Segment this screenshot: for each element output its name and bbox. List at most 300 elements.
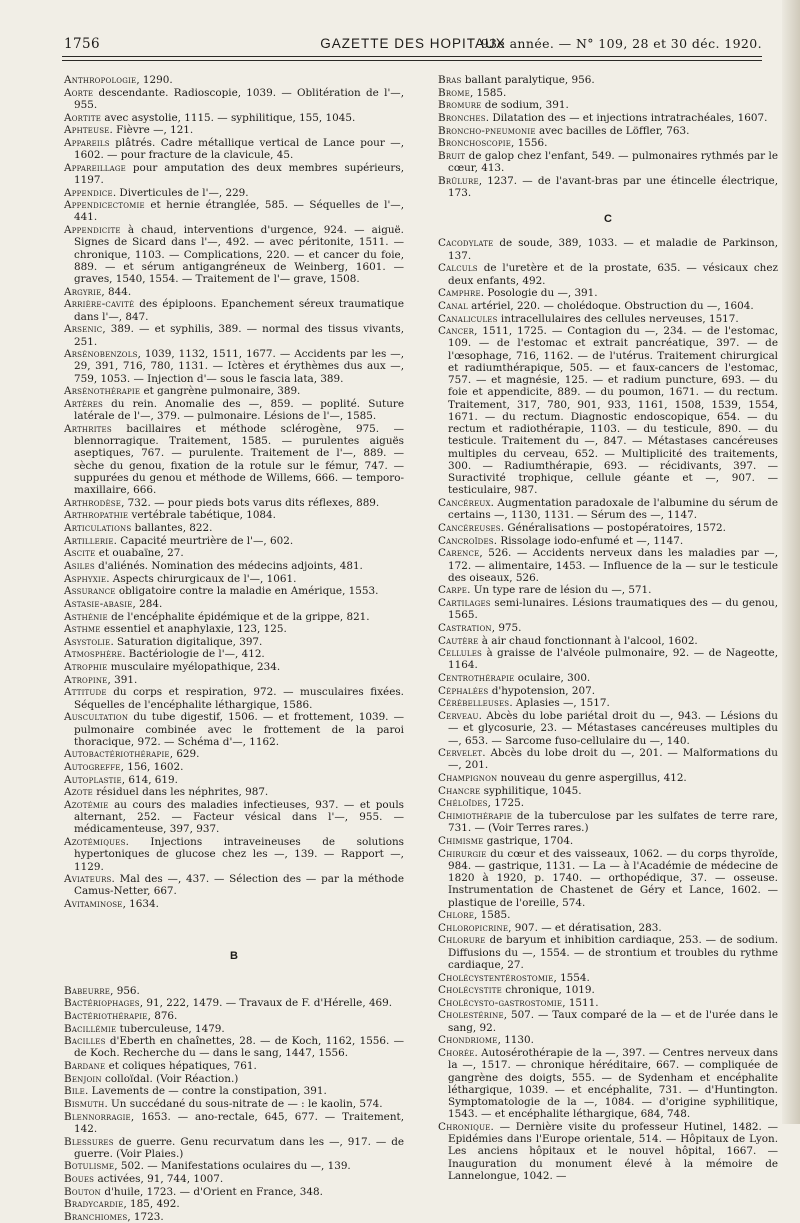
index-entry [438,772,778,784]
right-column [438,74,778,1182]
index-entry [438,1121,778,1182]
index-entry [438,835,778,847]
entry-term: Cellules [438,647,483,660]
index-entry [64,661,404,673]
entry-term: Autogreffe [64,761,121,774]
entry-references: d'aliénés. Nomination des médecins adjoints, 481. [94,559,363,572]
index-entry [64,560,404,572]
entry-term: Appareils [64,136,110,149]
entry-references: nouveau du genre aspergillus, 412. [497,772,687,785]
entry-term: Chronique [438,1120,491,1133]
entry-references: pour amputation des deux membres supérieurs, 1197. [74,161,404,186]
index-entry [438,697,778,709]
entry-term: Cerveau [438,710,479,723]
index-entry [64,711,404,748]
entry-term: Babeurre [64,984,111,997]
index-entry [438,785,778,797]
entry-term: Chimiothérapie [438,809,513,822]
entry-references: colloïdal. (Voir Réaction.) [101,1072,239,1085]
entry-term: Bruit [438,149,466,162]
entry-references: et coliques hépatiques, 761. [105,1060,257,1073]
entry-references: , 156, 1602. [120,761,184,774]
entry-term: Bardane [64,1060,106,1073]
entry-term: Bouton [64,1185,102,1198]
index-entry [438,300,778,312]
entry-term: Brome [438,86,470,99]
entry-term: Chimisme [438,834,484,847]
entry-term: Cervelet [438,747,483,760]
entry-term: Bromure [438,99,482,112]
entry-term: Canal [438,299,468,312]
entry-references: à graisse de l'alvéole pulmonaire, 92. — de Nageotte, 1164. [448,647,778,672]
index-entry [438,313,778,325]
entry-term: Appendice [64,186,113,199]
entry-term: Blennorragie [64,1110,131,1123]
index-entry [64,535,404,547]
entry-references: à air chaud fonctionnant à l'alcool, 1602. [478,634,698,647]
entry-term: Botulisme [64,1160,115,1173]
entry-term: Auscultation [64,711,129,724]
entry-term: Cholécysto-gastrostomie [438,996,563,1009]
entry-references: d'Eberth en chaînettes, 28. — de Koch, 1162, 1556. — de Koch. Recherche du — dans le sang, 1447, 1556. [74,1035,404,1060]
entry-term: Cholestérine [438,1009,504,1022]
index-entry [64,497,404,509]
entry-references: , 629. [169,748,200,761]
entry-references: descendante. Radioscopie, 1039. — Oblitération de l'—, 955. [74,86,404,111]
entry-term: Bacilles [64,1035,106,1048]
entry-term: Cholécystentérostomie [438,971,554,984]
index-entry [64,1186,404,1198]
entry-references: . Autosérothérapie de la —, 397. — Centres nerveux dans la —, 1517. — chronique héréditaire, 667. — compliquée de gangrène des doigts, 555. — de Sydenham et encéphalite léthargique, 1039. — et encéphalite, 731. — d'Huntington. Symptomatologie de la —, 1084. — d'origine syphilitique, 1543. — et encéphalite léthargique, 684, 748. [448,1047,778,1121]
index-entry [64,112,404,124]
entry-term: Avitaminose [64,898,123,911]
index-entry [438,922,778,934]
index-entry [64,585,404,597]
entry-references: du tube digestif, 1506. — et frottement, 1039. — pulmonaire combinée avec le frottement de la paroi thoracique, 972. — Schéma d'—, 1162. [74,711,404,748]
entry-term: Blessures [64,1135,114,1148]
entry-term: Arrière-cavité [64,298,135,311]
index-entry [438,647,778,672]
entry-term: Bile [64,1085,85,1098]
entry-references: . Abcès du lobe droit du —, 201. — Malformations du —, 201. [448,747,778,772]
issue-info: 93e année. — N° 109, 28 et 30 déc. 1920. [480,36,762,51]
index-entry [64,573,404,585]
entry-references: résiduel dans les néphrites, 987. [92,786,269,799]
index-entry [64,187,404,199]
index-entry [64,985,404,997]
index-entry [438,1047,778,1121]
index-entry [438,125,778,137]
entry-references: et hernie étranglée, 585. — Séquelles de l'—, 441. [74,199,404,224]
entry-term: Champignon [438,772,498,785]
entry-references: . Saturation digitalique, 397. [110,635,263,648]
entry-references: des épiploons. Epanchement séreux traumatique dans l'—, 847. [74,298,404,323]
entry-references: artériel, 220. — cholédoque. Obstruction du —, 1604. [467,299,754,312]
index-entry [438,584,778,596]
index-entry [438,635,778,647]
index-entry [438,262,778,287]
entry-term: Centrothérapie [438,672,515,685]
entry-term: Calculs [438,262,478,275]
index-entry [64,1160,404,1172]
index-entry [438,287,778,299]
entry-references: musculaire myélopathique, 234. [107,661,281,674]
entry-references: , 1634. [122,898,159,911]
entry-term: Attitude [64,686,107,699]
entry-references: . Rissolage iodo-enfumé et —, 1147. [493,534,684,547]
entry-term: Appareillage [64,161,126,174]
index-entry [64,774,404,786]
entry-term: Aviateurs [64,873,112,886]
entry-references: , 1585. [474,909,511,922]
entry-term: Canalicules [438,312,498,325]
index-entry [64,786,404,798]
entry-references: du corps et respiration, 972. — musculaires fixées. Séquelles de l'encéphalite léthargique, 1586. [74,686,404,711]
index-entry [64,509,404,521]
entry-references: chronique, 1019. [501,984,595,997]
entry-term: Azotémiques [64,836,126,849]
index-entry [64,224,404,285]
index-entry [64,87,404,112]
entry-term: Benjoin [64,1072,102,1085]
entry-term: Asthme [64,623,101,636]
index-entry [438,622,778,634]
entry-term: Castration [438,621,492,634]
entry-references: vertébrale tabétique, 1084. [128,509,276,522]
entry-term: Argyrie [64,285,102,298]
entry-term: Aortite [64,111,102,124]
index-entry [64,1060,404,1072]
entry-term: Branchiomes [64,1210,128,1223]
entry-term: Céphalées [438,684,489,697]
entry-term: Asystolie [64,635,111,648]
index-entry [438,74,778,86]
entry-references: plâtrés. Cadre métallique vertical de Lance pour —, 1602. — pour fracture de la clavicule, 45. [74,136,404,162]
entry-references: à chaud, interventions d'urgence, 924. — aiguë. Signes de Sicard dans l'—, 492. — avec péritonite, 1511. — chronique, 1103. — Complications, 220. — et cancer du foie, 889. — et sérum antigangréneux de Weinberg, 1601. — graves, 1540, 1554. — Traitement de l'— grave, 1508. [74,224,404,286]
header-rule-thin [62,60,762,61]
index-entry [438,175,778,200]
entry-term: Autobactériothérapie [64,748,170,761]
index-entry [438,237,778,262]
entry-term: Cérébelleuses [438,697,510,710]
index-entry [438,535,778,547]
page-number: 1756 [64,36,100,52]
entry-references: . — Dernière visite du professeur Hutinel, 1482. — Epidémies dans l'Europe orientale, 514. — Hôpitaux de Lyon. Les anciens hôpitaux et le nouvel hôpital, 1667. — Inauguration du monument élevé à la mémoire de Lannelongue, 1042. — [448,1120,778,1182]
entry-references: , 502. — Manifestations oculaires du —, 139. [114,1160,351,1173]
entry-references: du cœur et des vaisseaux, 1062. — du corps thyroïde, 984. — gastrique, 1131. — La — à l'Académie de médecine de 1820 à 1920, p. 1740. — orthopédique, 37. — osseuse. Instrumentation de Chastenet de Géry et Lance, 1602. — plastique de l'oreille, 574. [448,847,778,909]
entry-references: . Lavements de — contre la constipation, 391. [84,1085,327,1098]
index-entry [64,836,404,873]
entry-references: d'hypotension, 207. [488,684,596,697]
entry-term: Arsénothérapie [64,385,141,398]
entry-term: Cacodylate [438,237,494,250]
index-entry [438,909,778,921]
section-letter: B [230,950,238,963]
entry-references: au cours des maladies infectieuses, 937. — et pouls alternant, 252. — Facteur vésical dans l'—, 955. — médicamenteuse, 397, 937. [74,798,404,836]
entry-references: . Injections intraveineuses de solutions hypertoniques de glucose chez les —, 139. — Rapport —, 1129. [74,836,404,873]
index-entry [438,325,778,497]
entry-term: Aphteuse [64,124,110,137]
entry-references: , 1723. [127,1210,164,1223]
entry-term: Arthropathie [64,509,129,522]
index-entry [64,1010,404,1022]
entry-references: . Aplasies —, 1517. [509,697,610,710]
entry-term: Bismuth [64,1098,105,1110]
index-entry [438,934,778,971]
index-entry [64,1035,404,1060]
entry-term: Astasie-abasie [64,597,133,610]
entry-references: du rein. Anomalie des —, 859. — poplité. Suture latérale de l'—, 379. — pulmonaire. Lésions de l'—, 1585. [74,397,404,423]
entry-term: Atmosphère [64,648,123,661]
entry-term: Autoplastie [64,773,122,786]
entry-term: Asiles [64,559,95,572]
index-entry [64,162,404,187]
entry-references: avec asystolie, 1115. — syphilitique, 155, 1045. [101,111,356,124]
entry-term: Artères [64,397,104,410]
entry-term: Appendicectomie [64,199,145,212]
entry-term: Asphyxie [64,572,107,585]
index-entry [438,87,778,99]
entry-references: , 1039, 1132, 1511, 1677. — Accidents par les —, 29, 391, 716, 780, 1131. — Ictères et érythèmes dus aux —, 759, 1053. — Injection d'— sous le fascia lata, 389. [74,348,404,385]
entry-references: . Mal des —, 437. — Sélection des — par la méthode Camus-Netter, 667. [74,873,404,898]
entry-term: Cholécystite [438,984,502,997]
index-entry [438,597,778,622]
entry-term: Carpe [438,584,468,597]
entry-references: oculaire, 300. [514,672,591,685]
entry-term: Appendicite [64,224,121,237]
entry-references: activées, 91, 744, 1007. [94,1173,224,1186]
index-entry [64,323,404,348]
index-entry [64,799,404,836]
entry-references: et ouabaïne, 27. [95,547,184,560]
entry-references: essentiel et anaphylaxie, 123, 125. [100,623,287,636]
entry-references: , 1556. [511,137,548,150]
index-entry [438,672,778,684]
entry-references: . Diverticules de l'—, 229. [112,186,249,199]
entry-references: . Fièvre —, 121. [109,124,194,137]
index-entry [64,623,404,635]
entry-references: intracellulaires des cellules nerveuses, 1517. [497,312,739,325]
index-entry [64,761,404,773]
entry-references: de guerre. Genu recurvatum dans les —, 917. — de guerre. (Voir Plaies.) [74,1135,404,1160]
entry-references: . Posologie du —, 391. [480,287,598,300]
entry-references: , 614, 619. [121,773,178,786]
entry-references: . Augmentation paradoxale de l'albumine du sérum de certains —, 1130, 1131. — Sérum des —, 1147. [448,497,778,522]
entry-references: de la tuberculose par les sulfates de terre rare, 731. — (Voir Terres rares.) [448,809,778,835]
entry-references: de l'uretère et de la prostate, 635. — vésicaux chez deux enfants, 492. [448,262,778,287]
index-entry [64,398,404,423]
entry-term: Chlorure [438,934,486,947]
entry-references: , 389. — et syphilis, 389. — normal des tissus vivants, 251. [74,323,404,348]
entry-term: Bactériothérapie [64,1009,148,1022]
entry-references: de galop chez l'enfant, 549. — pulmonaires rythmés par le cœur, 413. [448,149,778,175]
entry-term: Chéloïdes [438,797,488,810]
index-entry [64,124,404,136]
left-column [64,74,404,1223]
entry-references: , 907. — et dératisation, 283. [508,921,662,934]
entry-references: gastrique, 1704. [483,834,574,847]
index-entry [438,137,778,149]
entry-references: , 1511, 1725. — Contagion du —, 234. — de l'estomac, 109. — de l'estomac et extrait pancréatique, 397. — de l'œsophage, 716, 1162. — de l'utérus. Traitement chirurgical et radiumthérapique, 505. — et faux-cancers de l'estomac, 757. — et magnésie, 125. — et radium puncture, 693. — du foie et appendicite, 889. — du poumon, 1671. — du rectum. Traitement, 317, 780, 901, 933, 1161, 1508, 1539, 1554, 1671. — du rectum. Diagnostic endoscopique, 654. — du rectum et radiothérapie, 1103. — du testicule, 890. — du testicule. Traitement du —, 847. — Métastases cancéreuses multiples du cerveau, 652. — Multiplicité des traitements, 300. — Radiumthérapie, 693. — récidivants, 397. — Suractivité trophique, cellule géante et —, 907. — testiculaire, 987. [448,325,778,497]
entry-term: Chorée [438,1047,475,1060]
entry-references: de l'encéphalite épidémique et de la grippe, 821. [107,610,370,623]
entry-term: Aorte [64,86,94,99]
entry-references: , 1237. — de l'avant-bras par une étincelle électrique, 173. [448,174,778,199]
entry-references: . Dilatation des — et injections intratrachéales, 1607. [485,111,768,124]
entry-term: Ascite [64,547,96,560]
entry-term: Bronches [438,111,486,124]
entry-references: , 185, 492. [123,1198,180,1211]
index-entry [438,1009,778,1034]
entry-term: Broncho-pneumonie [438,124,536,137]
entry-references: . Généralisations — postopératoires, 1572. [500,521,726,534]
entry-references: , 956. [110,984,140,997]
entry-term: Arthrites [64,422,112,435]
index-entry [64,1211,404,1223]
index-entry [64,385,404,397]
entry-references: . Bactériologie de l'—, 412. [122,648,265,661]
entry-term: Azotémie [64,798,109,811]
entry-term: Boues [64,1173,95,1186]
entry-references: , 1290. [136,74,173,86]
entry-references: tuberculeuse, 1479. [116,1022,225,1035]
entry-references: d'huile, 1723. — d'Orient en France, 348. [101,1185,323,1198]
entry-term: Anthropologie [64,74,137,86]
entry-references: de sodium, 391. [481,99,569,112]
index-entry [64,674,404,686]
index-entry [64,1173,404,1185]
entry-references: , 844. [101,285,132,298]
entry-term: Cautère [438,634,479,647]
entry-term: Bradycardie [64,1198,124,1211]
entry-references: . Abcès du lobe pariétal droit du —, 943. — Lésions du — et glycosurie, 23. — Métastases cancéreuses multiples du —, 653. — Sarcome fuso-cellulaire du —, 140. [448,710,778,747]
index-entry [438,112,778,124]
index-entry [64,1085,404,1097]
entry-term: Chondriome [438,1034,498,1047]
entry-references: de baryum et inhibition cardiaque, 253. — de sodium. Diffusions du —, 1554. — de strontium et troubles du rythme cardiaque, 27. [448,934,778,971]
entry-references: et gangrène pulmonaire, 389. [140,385,301,398]
index-entry [438,972,778,984]
entry-term: Arthrodèse [64,496,122,509]
index-entry [64,686,404,711]
entry-references: de soude, 389, 1033. — et maladie de Parkinson, 137. [448,237,778,262]
entry-term: Cancéreux [438,497,491,510]
entry-term: Cartilages [438,597,491,610]
entry-term: Chancre [438,784,481,797]
index-entry [64,137,404,162]
index-entry [64,1073,404,1085]
entry-references: , 975. [491,621,522,634]
entry-term: Camphre [438,287,481,300]
page-header [64,28,762,56]
entry-references: , 1554. [553,971,590,984]
entry-term: Cancer [438,325,475,338]
index-entry [64,423,404,497]
entry-term: Chloropicrine [438,921,509,934]
index-entry [438,747,778,772]
index-entry [64,898,404,910]
entry-references: . Un succédané du sous-nitrate de — : le kaolin, 574. [104,1098,383,1110]
index-entry [64,199,404,224]
index-entry [64,611,404,623]
header-rule [62,56,762,57]
entry-references: , 1130. [497,1034,534,1047]
index-entry [64,1136,404,1161]
entry-references: , 91, 222, 1479. — Travaux de F. d'Hérelle, 469. [139,997,393,1010]
entry-term: Carence [438,547,480,560]
index-entry [64,286,404,298]
index-entry [438,848,778,909]
entry-term: Atrophie [64,661,108,674]
entry-references: ballantes, 822. [131,522,213,535]
index-entry [64,748,404,760]
index-entry [438,547,778,584]
index-entry [438,685,778,697]
entry-references: , 1653. — ano-rectale, 645, 677. — Traitement, 142. [74,1110,404,1135]
index-entry [64,522,404,534]
index-entry [438,99,778,111]
entry-references: bacillaires et méthode sclérogène, 975. — blennorragique. Traitement, 1585. — purulentes aiguës aseptiques, 767. — purulente. Traitement de l'—, 889. — sèche du genou, fixation de la rotule sur le fémur, 747. — suppurées du genou et méthode de Willems, 666. — temporo-maxillaire, 666. [74,422,404,497]
entry-references: , 507. — Taux comparé de la — et de l'urée dans le sang, 92. [448,1009,778,1034]
entry-references: obligatoire contre la maladie en Amérique, 1553. [115,585,379,598]
entry-term: Bronchoscopie [438,137,512,150]
section-letter: C [604,213,612,226]
index-entry [64,598,404,610]
entry-term: Bactériophages [64,997,140,1010]
entry-references: , 732. — pour pieds bots varus dits réflexes, 889. [121,496,380,509]
page-edge [782,0,800,1124]
index-entry [64,547,404,559]
index-entry [64,997,404,1009]
entry-term: Arsénobenzols [64,348,138,361]
entry-term: Cancroïdes [438,534,494,547]
entry-references: . Capacité meurtrière de l'—, 602. [113,534,294,547]
entry-references: semi-lunaires. Lésions traumatiques des — du genou, 1565. [448,597,778,622]
index-entry [64,74,404,86]
entry-term: Asthénie [64,610,108,623]
index-entry [64,1198,404,1210]
entry-term: Arsenic [64,323,103,336]
entry-references: . Aspects chirurgicaux de l'—, 1061. [106,572,297,585]
index-entry [64,1023,404,1035]
column-gutter [404,74,434,1114]
index-entry [438,1034,778,1046]
entry-term: Articulations [64,522,132,535]
entry-term: Cancéreuses [438,521,501,534]
index-entry [64,636,404,648]
entry-term: Chlore [438,909,475,922]
index-entry [438,797,778,809]
index-entry [438,810,778,835]
index-entry [64,648,404,660]
entry-term: Atropine [64,673,108,686]
journal-title: GAZETTE DES HOPITAUX [320,36,506,51]
index-entry [64,873,404,898]
index-entry [438,710,778,747]
entry-references: , 1725. [487,797,524,810]
entry-references: , 526. — Accidents nerveux dans les maladies par —, 172. — alimentaire, 1453. — Influence de la — sur le testicule des oiseaux, 526. [448,547,778,584]
index-entry [64,348,404,385]
entry-references: . Un type rare de lésion du —, 571. [467,584,652,597]
index-entry [64,1098,404,1110]
entry-term: Azote [64,786,93,799]
entry-references: , 284. [132,597,163,610]
index-entry [438,150,778,175]
entry-term: Brûlure [438,174,479,187]
index-entry [438,497,778,522]
index-entry [64,1111,404,1136]
entry-references: avec bacilles de Löffler, 763. [535,124,690,137]
